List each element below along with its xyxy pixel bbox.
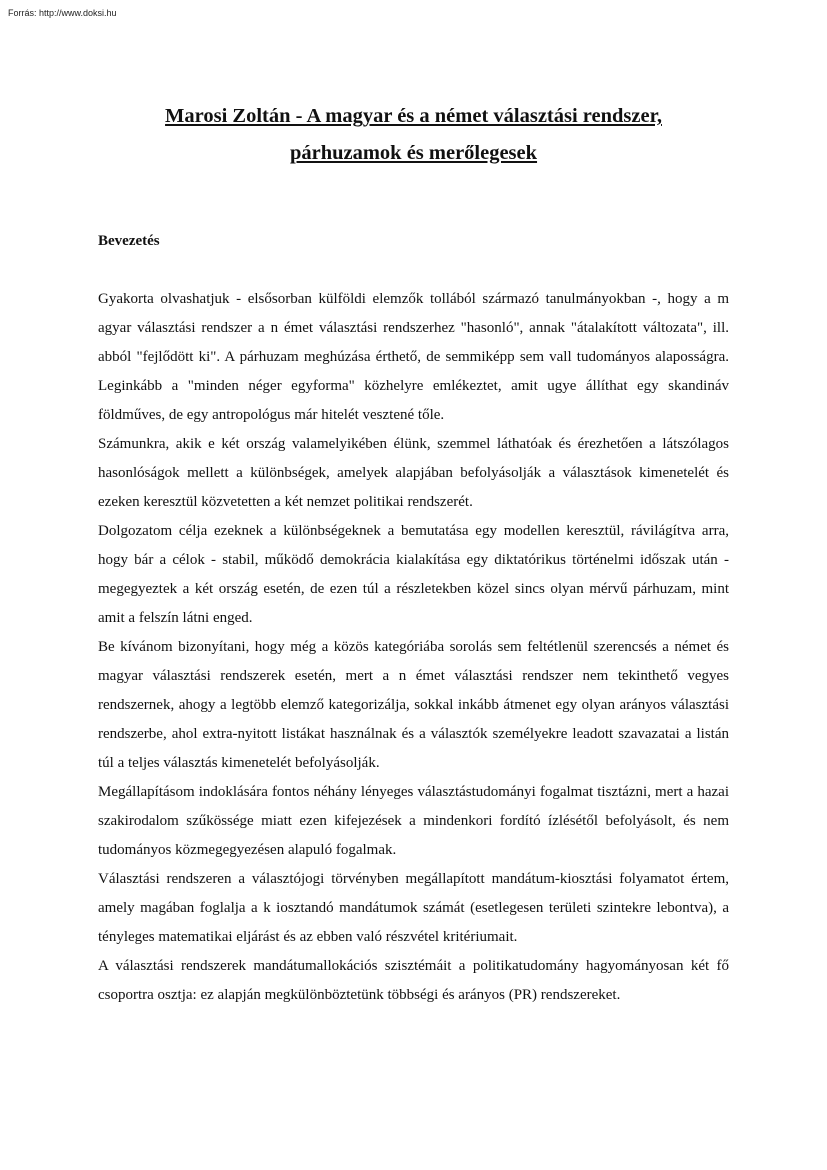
paragraph: A választási rendszerek mandátumallokációs szisztémáit a politikatudomány hagyományosan két fő csoportra osztja: ez alapján megkülönböztetünk többségi és arányos (PR) rendszereket. xyxy=(98,958,729,1003)
title-line-1: Marosi Zoltán - A magyar és a német választási rendszer, xyxy=(165,105,662,127)
body-text xyxy=(98,285,729,1010)
paragraph: Számunkra, akik e két ország valamelyikében élünk, szemmel láthatóak és érezhetően a látszólagos hasonlóságok mellett a különbségek, amelyek alapjában befolyásolják a választások kimenetelét és ezeken keresztül közvetetten a két nemzet politikai rendszerét. xyxy=(98,436,729,510)
paragraph: Be kívánom bizonyítani, hogy még a közös kategóriába sorolás sem feltétlenül szerencsés a német és magyar választási rendszerek esetén, mert a n émet választási rendszer nem tekinthető vegyes rendszernek, ahogy a legtöbb elemző kategorizálja, sokkal inkább átmenet egy olyan arányos választási rendszerbe, ahol extra-nyitott listákat használnak és a választók személyekre leadott szavazatai a listán túl a teljes választás kimenetelét befolyásolják. xyxy=(98,639,729,771)
section-heading: Bevezetés xyxy=(98,233,160,249)
title-line-2: párhuzamok és merőlegesek xyxy=(289,142,538,164)
paragraph: Választási rendszeren a választójogi törvényben megállapított mandátum-kiosztási folyamatot értem, amely magában foglalja a k iosztandó mandátumok számát (esetlegesen területi szintekre lebontva), a tényleges matematikai eljárást és az ebben való részvétel kritériumait. xyxy=(98,871,729,945)
paragraph: Dolgozatom célja ezeknek a különbségeknek a bemutatása egy modellen keresztül, rávilágítva arra, hogy bár a célok - stabil, működő demokrácia kialakítása egy diktatórikus történelmi időszak után - megegyeztek a két ország esetén, de ezen túl a részletekben közel sincs olyan mérvű párhuzam, mint amit a felszín látni enged. xyxy=(98,523,729,626)
paragraph: Gyakorta olvashatjuk - elsősorban külföldi elemzők tollából származó tanulmányokban -, hogy a m agyar választási rendszer a n émet választási rendszerhez "hasonló", annak "átalakított változata", ill. abból "fejlődött ki". A párhuzam meghúzása érthető, de semmiképp sem vall tudományos alaposságra. Leginkább a "minden néger egyforma" közhelyre emlékeztet, amit ugye állíthat egy skandináv földműves, de egy antropológus már hitelét vesztené tőle. xyxy=(98,291,729,423)
source-line: Forrás: http://www.doksi.hu xyxy=(8,8,117,18)
document-title xyxy=(98,98,729,172)
paragraph: Megállapításom indoklására fontos néhány lényeges választástudományi fogalmat tisztázni, mert a hazai szakirodalom szűkössége miatt ezen kifejezések a mindenkori fordító ízlésétől befolyásolt, és nem tudományos közmegegyezésen alapuló fogalmak. xyxy=(98,784,729,858)
